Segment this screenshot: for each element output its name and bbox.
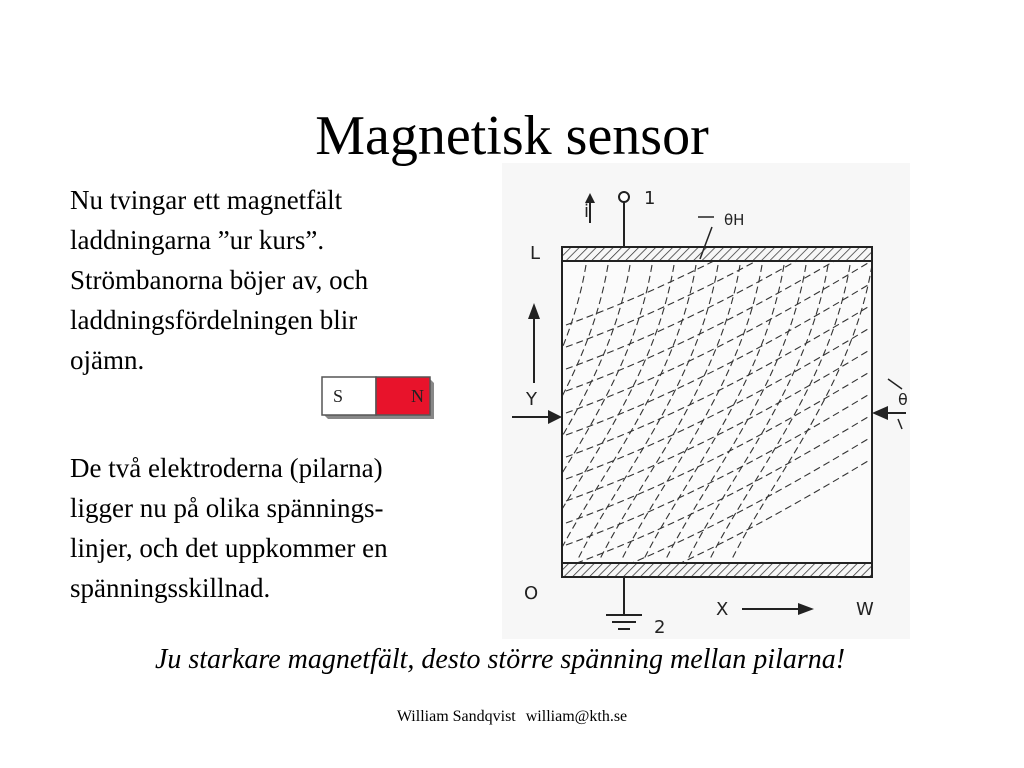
text-line: ligger nu på olika spännings- <box>70 493 384 523</box>
hall-plate <box>562 261 872 563</box>
label-terminal-1: 1 <box>644 188 656 209</box>
label-L: L <box>530 243 541 264</box>
terminal-1 <box>619 192 629 202</box>
label-O: O <box>524 583 539 604</box>
text-line: linjer, och det uppkommer en <box>70 533 388 563</box>
label-terminal-2: 2 <box>654 617 666 638</box>
footer <box>0 706 1024 728</box>
label-theta: θ <box>898 390 908 409</box>
slide-title: Magnetisk sensor <box>315 105 709 167</box>
magnet-n-label: N <box>411 386 424 406</box>
hall-effect-diagram <box>502 163 910 639</box>
text-line: ojämn. <box>70 345 145 375</box>
magnet-s-label: S <box>333 386 344 406</box>
magnet-south-pole <box>322 377 376 415</box>
label-Y: Y <box>526 389 537 410</box>
text-line: laddningarna ”ur kurs”. <box>70 225 325 255</box>
text-line: De två elektroderna (pilarna) <box>70 453 383 483</box>
footer-email: william@kth.se <box>525 708 628 725</box>
label-i: i <box>584 201 590 222</box>
conclusion-text: Ju starkare magnetfält, desto större spänning mellan pilarna! <box>154 644 846 675</box>
text-line: Strömbanorna böjer av, och <box>70 265 369 295</box>
paragraph-magnetic-field <box>70 180 470 380</box>
label-W: W <box>856 599 874 620</box>
bar-magnet-icon <box>320 375 434 419</box>
label-theta-h: θH <box>724 211 745 229</box>
footer-author: William Sandqvist <box>396 708 516 725</box>
label-X: X <box>716 599 729 620</box>
text-line: Nu tvingar ett magnetfält <box>70 185 343 215</box>
top-electrode <box>562 247 872 261</box>
paragraph-electrodes <box>70 448 490 608</box>
text-line: laddningsfördelningen blir <box>70 305 358 335</box>
bottom-electrode <box>562 563 872 577</box>
text-line: spänningsskillnad. <box>70 573 271 603</box>
